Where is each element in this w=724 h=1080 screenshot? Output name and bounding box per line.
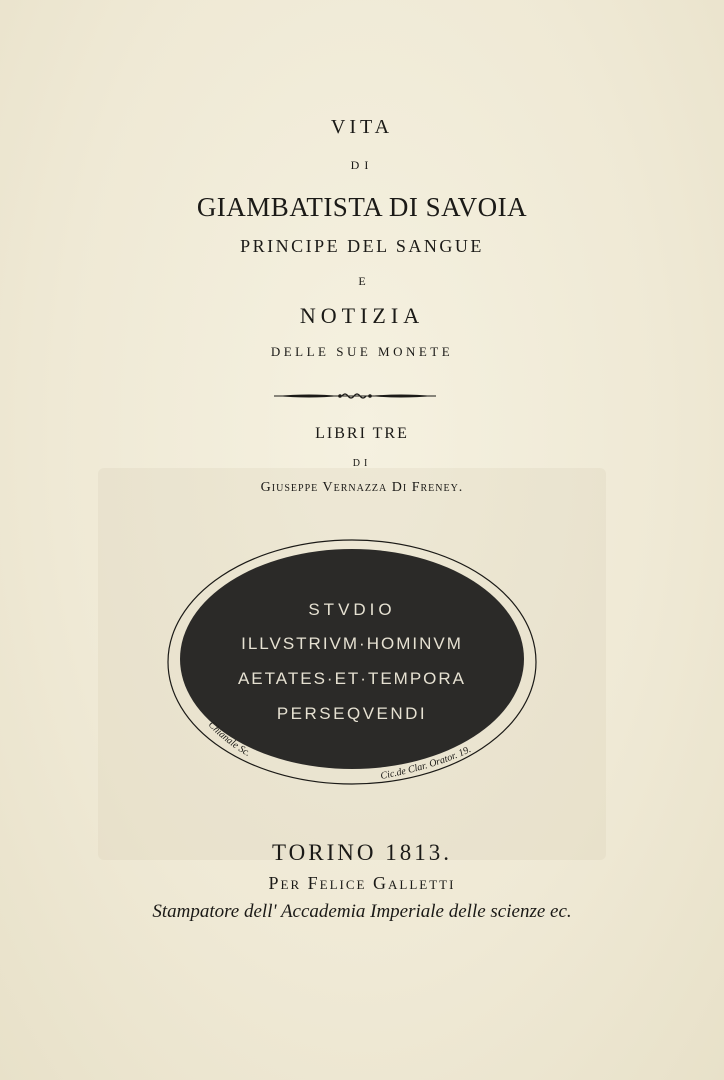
imprint-city-year: TORINO 1813. xyxy=(272,840,452,865)
notizia-subtitle: DELLE SUE MONETE xyxy=(270,344,454,359)
title-notizia: NOTIZIA xyxy=(299,303,425,328)
inscription-line: STVDIO xyxy=(308,600,396,619)
inscription-line: ILLVSTRIVM·HOMINVM xyxy=(241,634,463,653)
author-by: DI xyxy=(352,458,372,469)
inscription-line: PERSEQVENDI xyxy=(276,704,428,723)
ornament-rule xyxy=(270,386,440,406)
books-count: LIBRI TRE xyxy=(315,425,409,442)
title-conjunction: E xyxy=(358,274,366,288)
inscription-line: AETATES·ET·TEMPORA xyxy=(237,669,467,688)
citation: Cic.de Clar. Orator. 19. xyxy=(379,744,473,782)
subject-name: GIAMBATISTA DI SAVOIA xyxy=(196,192,528,222)
title-di: DI xyxy=(350,158,374,172)
engraver-signature: Chianale Sc. xyxy=(205,719,253,759)
subject-rank: PRINCIPE DEL SANGUE xyxy=(240,236,484,256)
imprint-printer-title: Stampatore dell' Accademia Imperiale delle scienze ec. xyxy=(152,901,572,922)
imprint-printer: Per Felice Galletti xyxy=(268,873,456,893)
title-vita: VITA xyxy=(330,116,394,138)
author-name: Giuseppe Vernazza Di Freney. xyxy=(260,480,464,495)
medallion xyxy=(166,537,538,787)
